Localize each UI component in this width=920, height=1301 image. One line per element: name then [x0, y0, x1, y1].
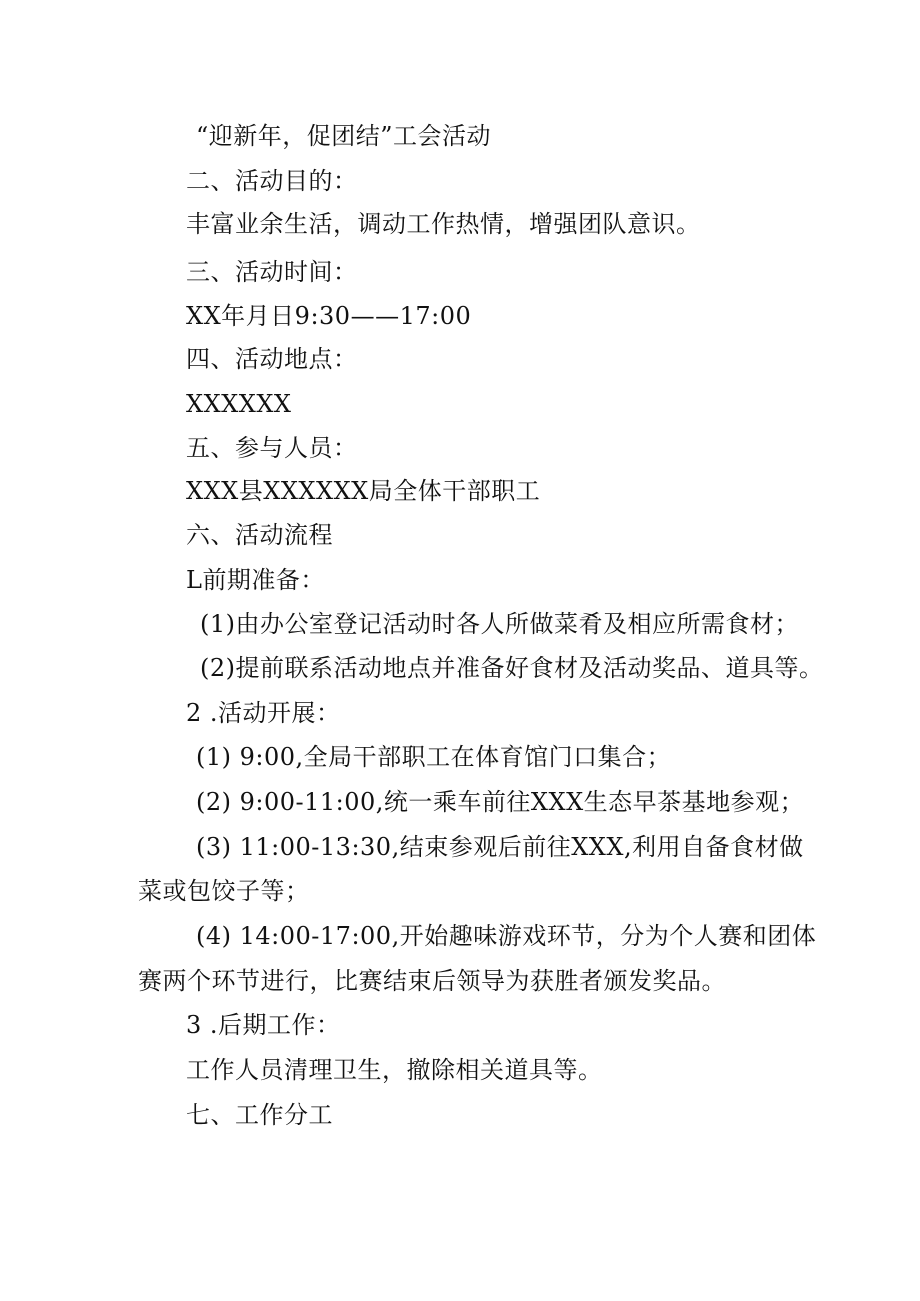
list-item-activity-2: (2) 9:00-11:00,统一乘车前往XXX生态早茶基地参观；: [196, 788, 805, 816]
paragraph-participants: XXX县XXXXXX局全体干部职工: [186, 477, 541, 505]
section-heading-time: 三、活动时间：: [186, 258, 358, 286]
document-title: “迎新年，促团结”工会活动: [196, 122, 492, 150]
section-heading-division-of-work: 七、工作分工: [186, 1101, 333, 1129]
subheading-follow-up: 3 .后期工作：: [186, 1011, 341, 1039]
section-heading-process: 六、活动流程: [186, 521, 333, 549]
list-item-activity-4-continued: 赛两个环节进行，比赛结束后领导为获胜者颁发奖品。: [138, 967, 726, 995]
section-heading-purpose: 二、活动目的：: [186, 167, 358, 195]
list-item-preparation-1: (1)由办公室登记活动时各人所做菜肴及相应所需食材；: [200, 610, 799, 638]
list-item-activity-4: (4) 14:00-17:00,开始趣味游戏环节，分为个人赛和团体: [196, 922, 817, 950]
section-heading-location: 四、活动地点：: [186, 345, 358, 373]
section-heading-participants: 五、参与人员：: [186, 434, 358, 462]
subheading-activities: 2 .活动开展：: [186, 699, 341, 727]
list-item-activity-3-continued: 菜或包饺子等；: [138, 877, 310, 905]
list-item-preparation-2: (2)提前联系活动地点并准备好食材及活动奖品、道具等。: [200, 654, 824, 682]
list-item-activity-1: (1) 9:00,全局干部职工在体育馆门口集合；: [196, 743, 672, 771]
paragraph-purpose: 丰富业余生活，调动工作热情，增强团队意识。: [186, 210, 701, 238]
paragraph-location: XXXXXX: [186, 390, 292, 418]
subheading-preparation: L前期准备：: [186, 566, 325, 594]
paragraph-follow-up: 工作人员清理卫生，撤除相关道具等。: [186, 1056, 603, 1084]
paragraph-time: XX年月日9:30——17:00: [186, 302, 472, 330]
list-item-activity-3: (3) 11:00-13:30,结束参观后前往XXX,利用自备食材做: [196, 833, 804, 861]
